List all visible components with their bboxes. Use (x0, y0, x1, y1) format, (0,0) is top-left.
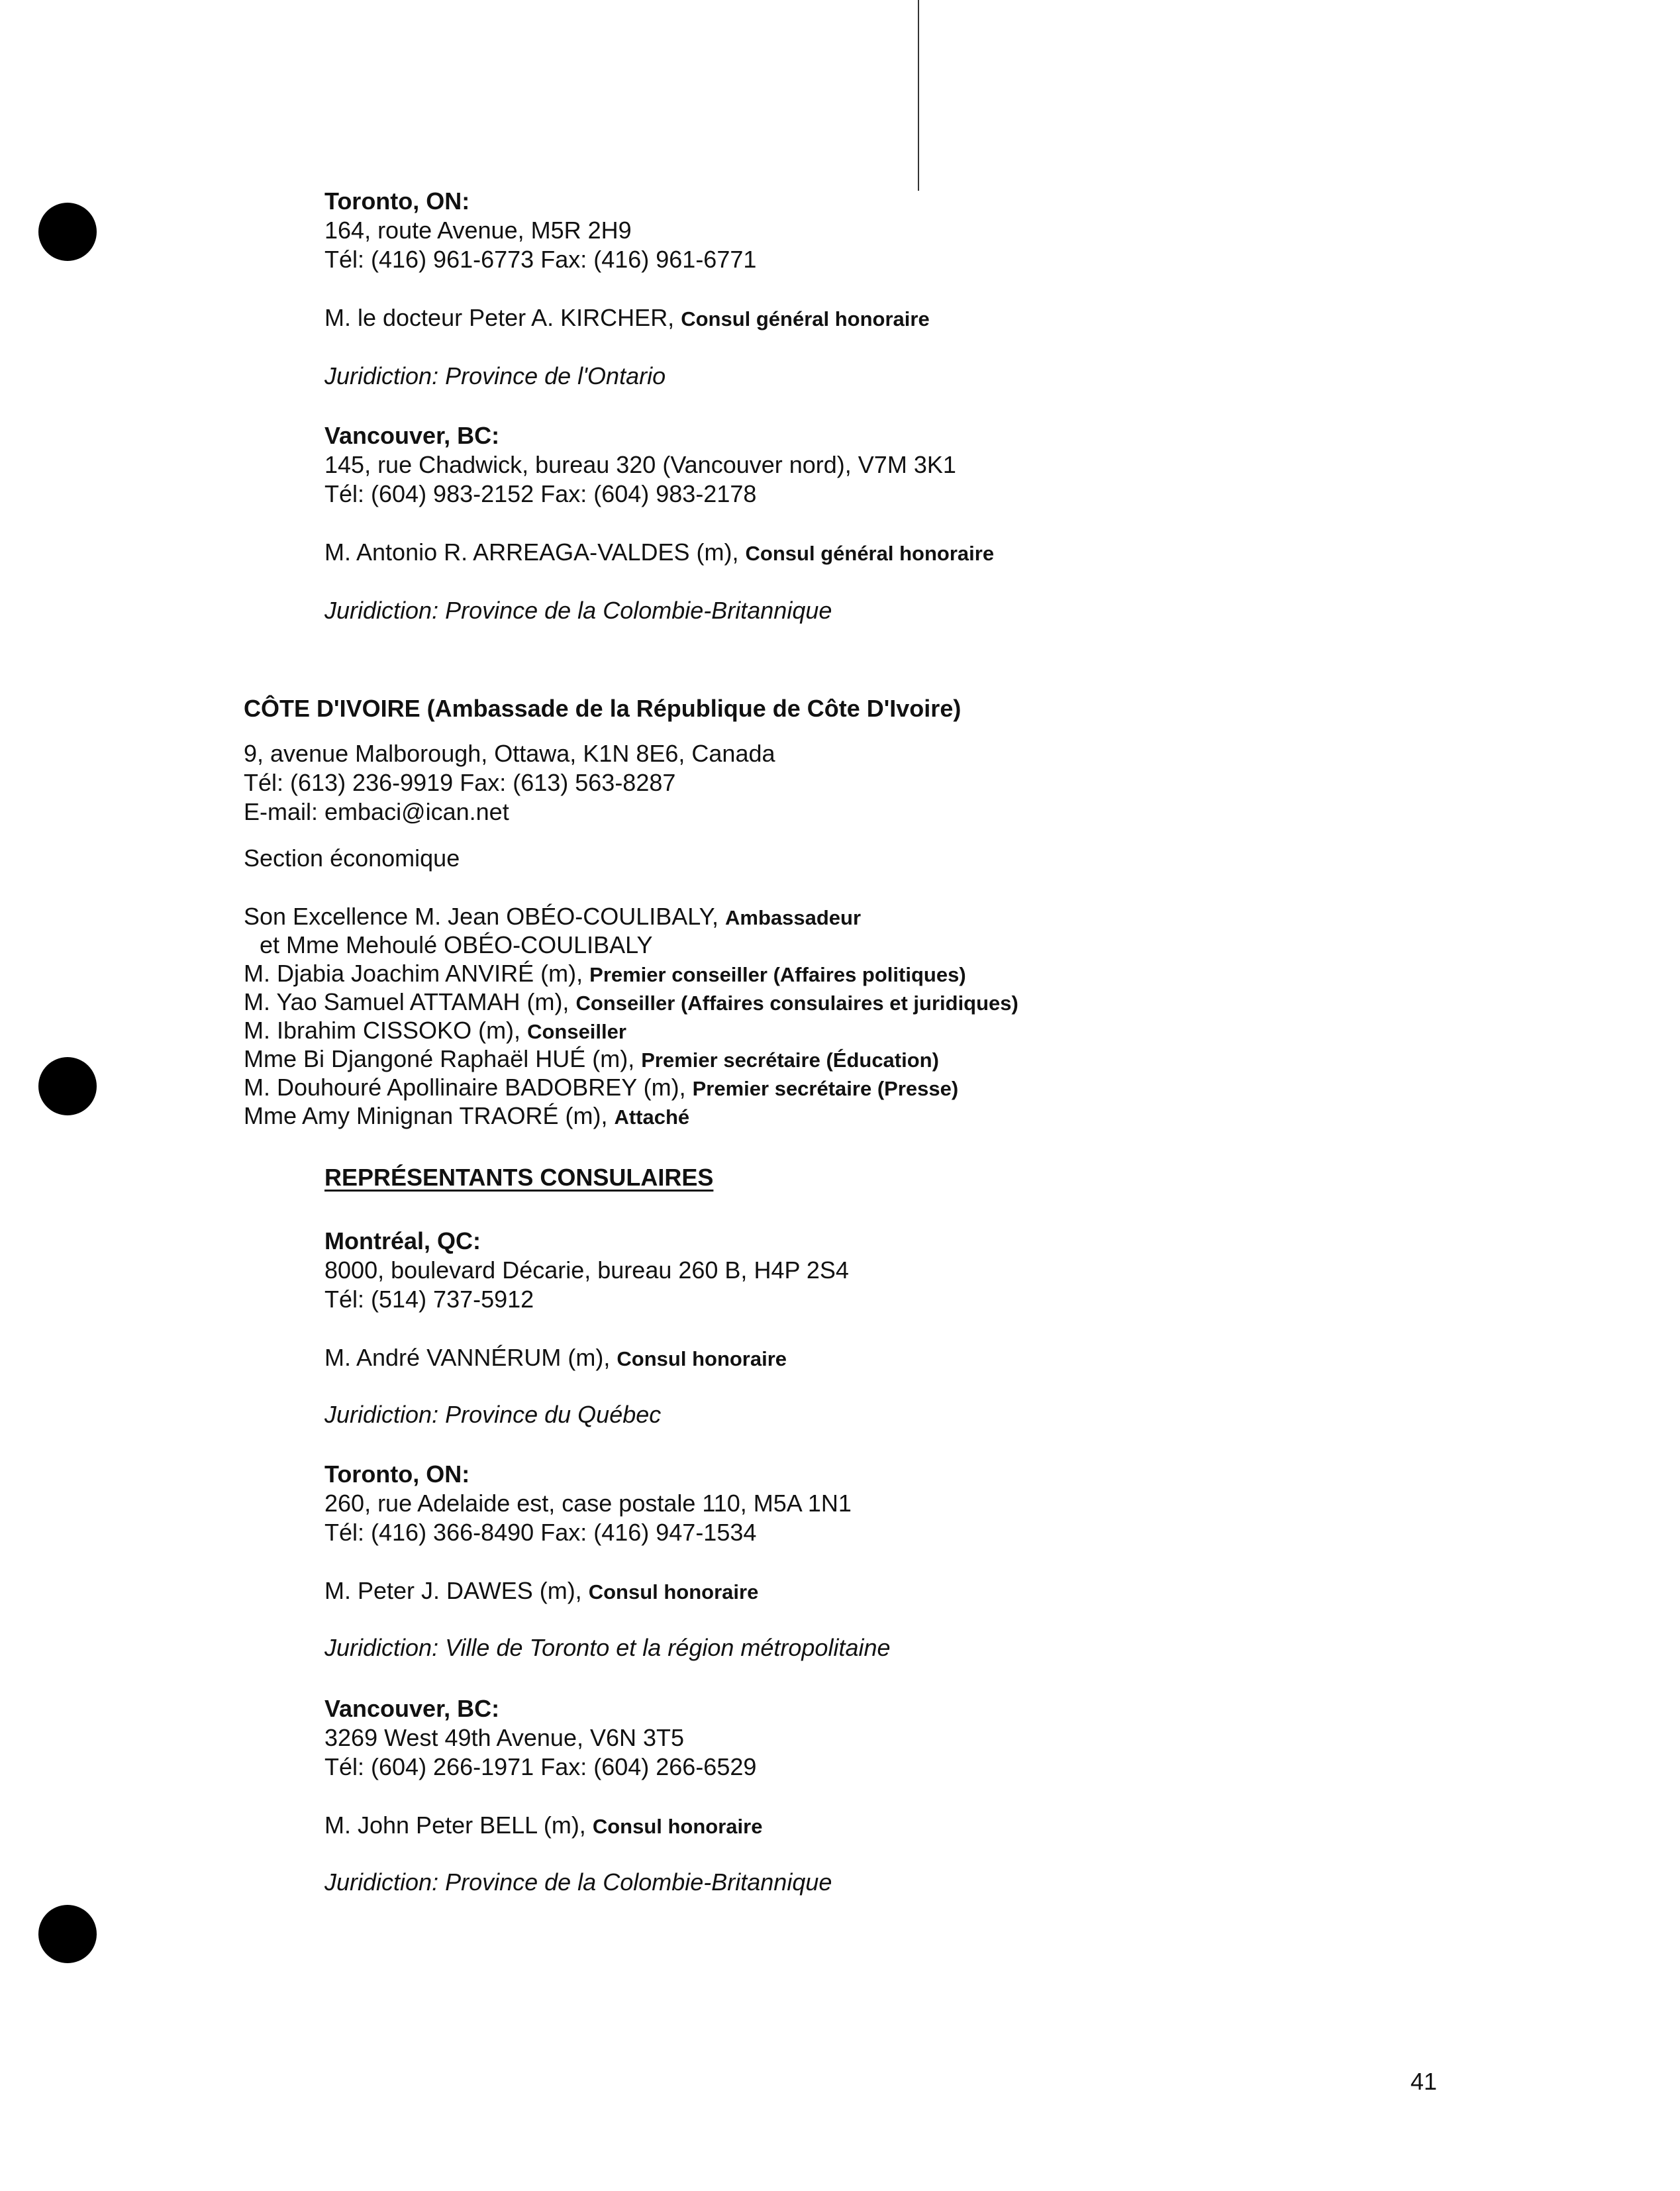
punch-hole-bottom (38, 1905, 97, 1963)
staff-role: Conseiller (527, 1020, 626, 1043)
person-role: Consul honoraire (617, 1347, 787, 1370)
country-heading: CÔTE D'IVOIRE (Ambassade de la République de Côte D'Ivoire) (244, 695, 962, 722)
person-role: Consul général honoraire (745, 542, 995, 565)
jurisdiction: Juridiction: Ville de Toronto et la région métropolitaine (324, 1634, 891, 1661)
city-heading: Toronto, ON: (324, 187, 470, 215)
city-heading: Montréal, QC: (324, 1227, 481, 1254)
person-role: Consul honoraire (588, 1580, 759, 1604)
person-name: M. Antonio R. ARREAGA-VALDES (m), (324, 538, 739, 566)
address: 145, rue Chadwick, bureau 320 (Vancouver nord), V7M 3K1 (324, 451, 956, 478)
staff-row (260, 931, 653, 960)
jurisdiction: Juridiction: Province de l'Ontario (324, 362, 666, 389)
staff-role: Conseiller (Affaires consulaires et juridiques) (575, 992, 1018, 1015)
person-line (324, 1811, 762, 1841)
person-name: M. John Peter BELL (m), (324, 1811, 586, 1839)
staff-name: M. Djabia Joachim ANVIRÉ (m), (244, 960, 583, 987)
city-heading: Vancouver, BC: (324, 1695, 500, 1722)
staff-role: Attaché (614, 1105, 690, 1129)
address: 164, route Avenue, M5R 2H9 (324, 217, 632, 244)
punch-hole-middle (38, 1057, 97, 1115)
address: 8000, boulevard Décarie, bureau 260 B, H4P 2S4 (324, 1256, 849, 1284)
person-line (324, 538, 994, 568)
city-heading: Vancouver, BC: (324, 422, 500, 449)
punch-hole-top (38, 203, 97, 261)
jurisdiction: Juridiction: Province de la Colombie-Britannique (324, 597, 832, 624)
phone: Tél: (514) 737-5912 (324, 1286, 534, 1313)
city-heading: Toronto, ON: (324, 1460, 470, 1488)
person-role: Consul général honoraire (681, 307, 930, 331)
section-label: Section économique (244, 844, 460, 872)
phone-fax: Tél: (416) 366-8490 Fax: (416) 947-1534 (324, 1519, 757, 1546)
staff-row (244, 1101, 689, 1132)
staff-row (244, 1016, 626, 1046)
staff-name: et Mme Mehoulé OBÉO-COULIBALY (260, 931, 653, 958)
staff-row (244, 988, 1018, 1018)
phone-fax: Tél: (604) 983-2152 Fax: (604) 983-2178 (324, 480, 757, 507)
embassy-phone: Tél: (613) 236-9919 Fax: (613) 563-8287 (244, 769, 676, 796)
staff-name: M. Yao Samuel ATTAMAH (m), (244, 988, 569, 1015)
staff-role: Premier secrétaire (Presse) (692, 1077, 959, 1100)
staff-role: Premier secrétaire (Éducation) (641, 1048, 939, 1072)
staff-row (244, 902, 861, 933)
staff-row (244, 1045, 939, 1075)
staff-name: M. Douhouré Apollinaire BADOBREY (m), (244, 1074, 686, 1101)
person-name: M. le docteur Peter A. KIRCHER, (324, 304, 675, 331)
person-role: Consul honoraire (592, 1815, 763, 1838)
staff-name: M. Ibrahim CISSOKO (m), (244, 1017, 521, 1044)
person-name: M. Peter J. DAWES (m), (324, 1577, 582, 1604)
phone-fax: Tél: (416) 961-6773 Fax: (416) 961-6771 (324, 246, 757, 273)
staff-name: Mme Amy Minignan TRAORÉ (m), (244, 1102, 608, 1129)
staff-row (244, 959, 966, 990)
staff-role: Premier conseiller (Affaires politiques) (589, 963, 966, 986)
scan-divider-line (918, 0, 919, 191)
person-line (324, 1343, 787, 1374)
jurisdiction: Juridiction: Province du Québec (324, 1401, 662, 1428)
person-line (324, 303, 930, 334)
phone-fax: Tél: (604) 266-1971 Fax: (604) 266-6529 (324, 1753, 757, 1780)
staff-role: Ambassadeur (725, 906, 862, 929)
staff-row (244, 1073, 958, 1103)
staff-name: Mme Bi Djangoné Raphaël HUÉ (m), (244, 1045, 635, 1072)
person-name: M. André VANNÉRUM (m), (324, 1344, 611, 1371)
address: 3269 West 49th Avenue, V6N 3T5 (324, 1724, 685, 1751)
address: 260, rue Adelaide est, case postale 110, M5A 1N1 (324, 1490, 852, 1517)
staff-name: Son Excellence M. Jean OBÉO-COULIBALY, (244, 903, 718, 930)
page-number: 41 (1410, 2068, 1438, 2095)
embassy-address: 9, avenue Malborough, Ottawa, K1N 8E6, Canada (244, 740, 775, 767)
embassy-email: E-mail: embaci@ican.net (244, 798, 509, 825)
jurisdiction: Juridiction: Province de la Colombie-Britannique (324, 1868, 832, 1896)
consular-representatives-heading: REPRÉSENTANTS CONSULAIRES (324, 1164, 714, 1191)
person-line (324, 1576, 758, 1607)
